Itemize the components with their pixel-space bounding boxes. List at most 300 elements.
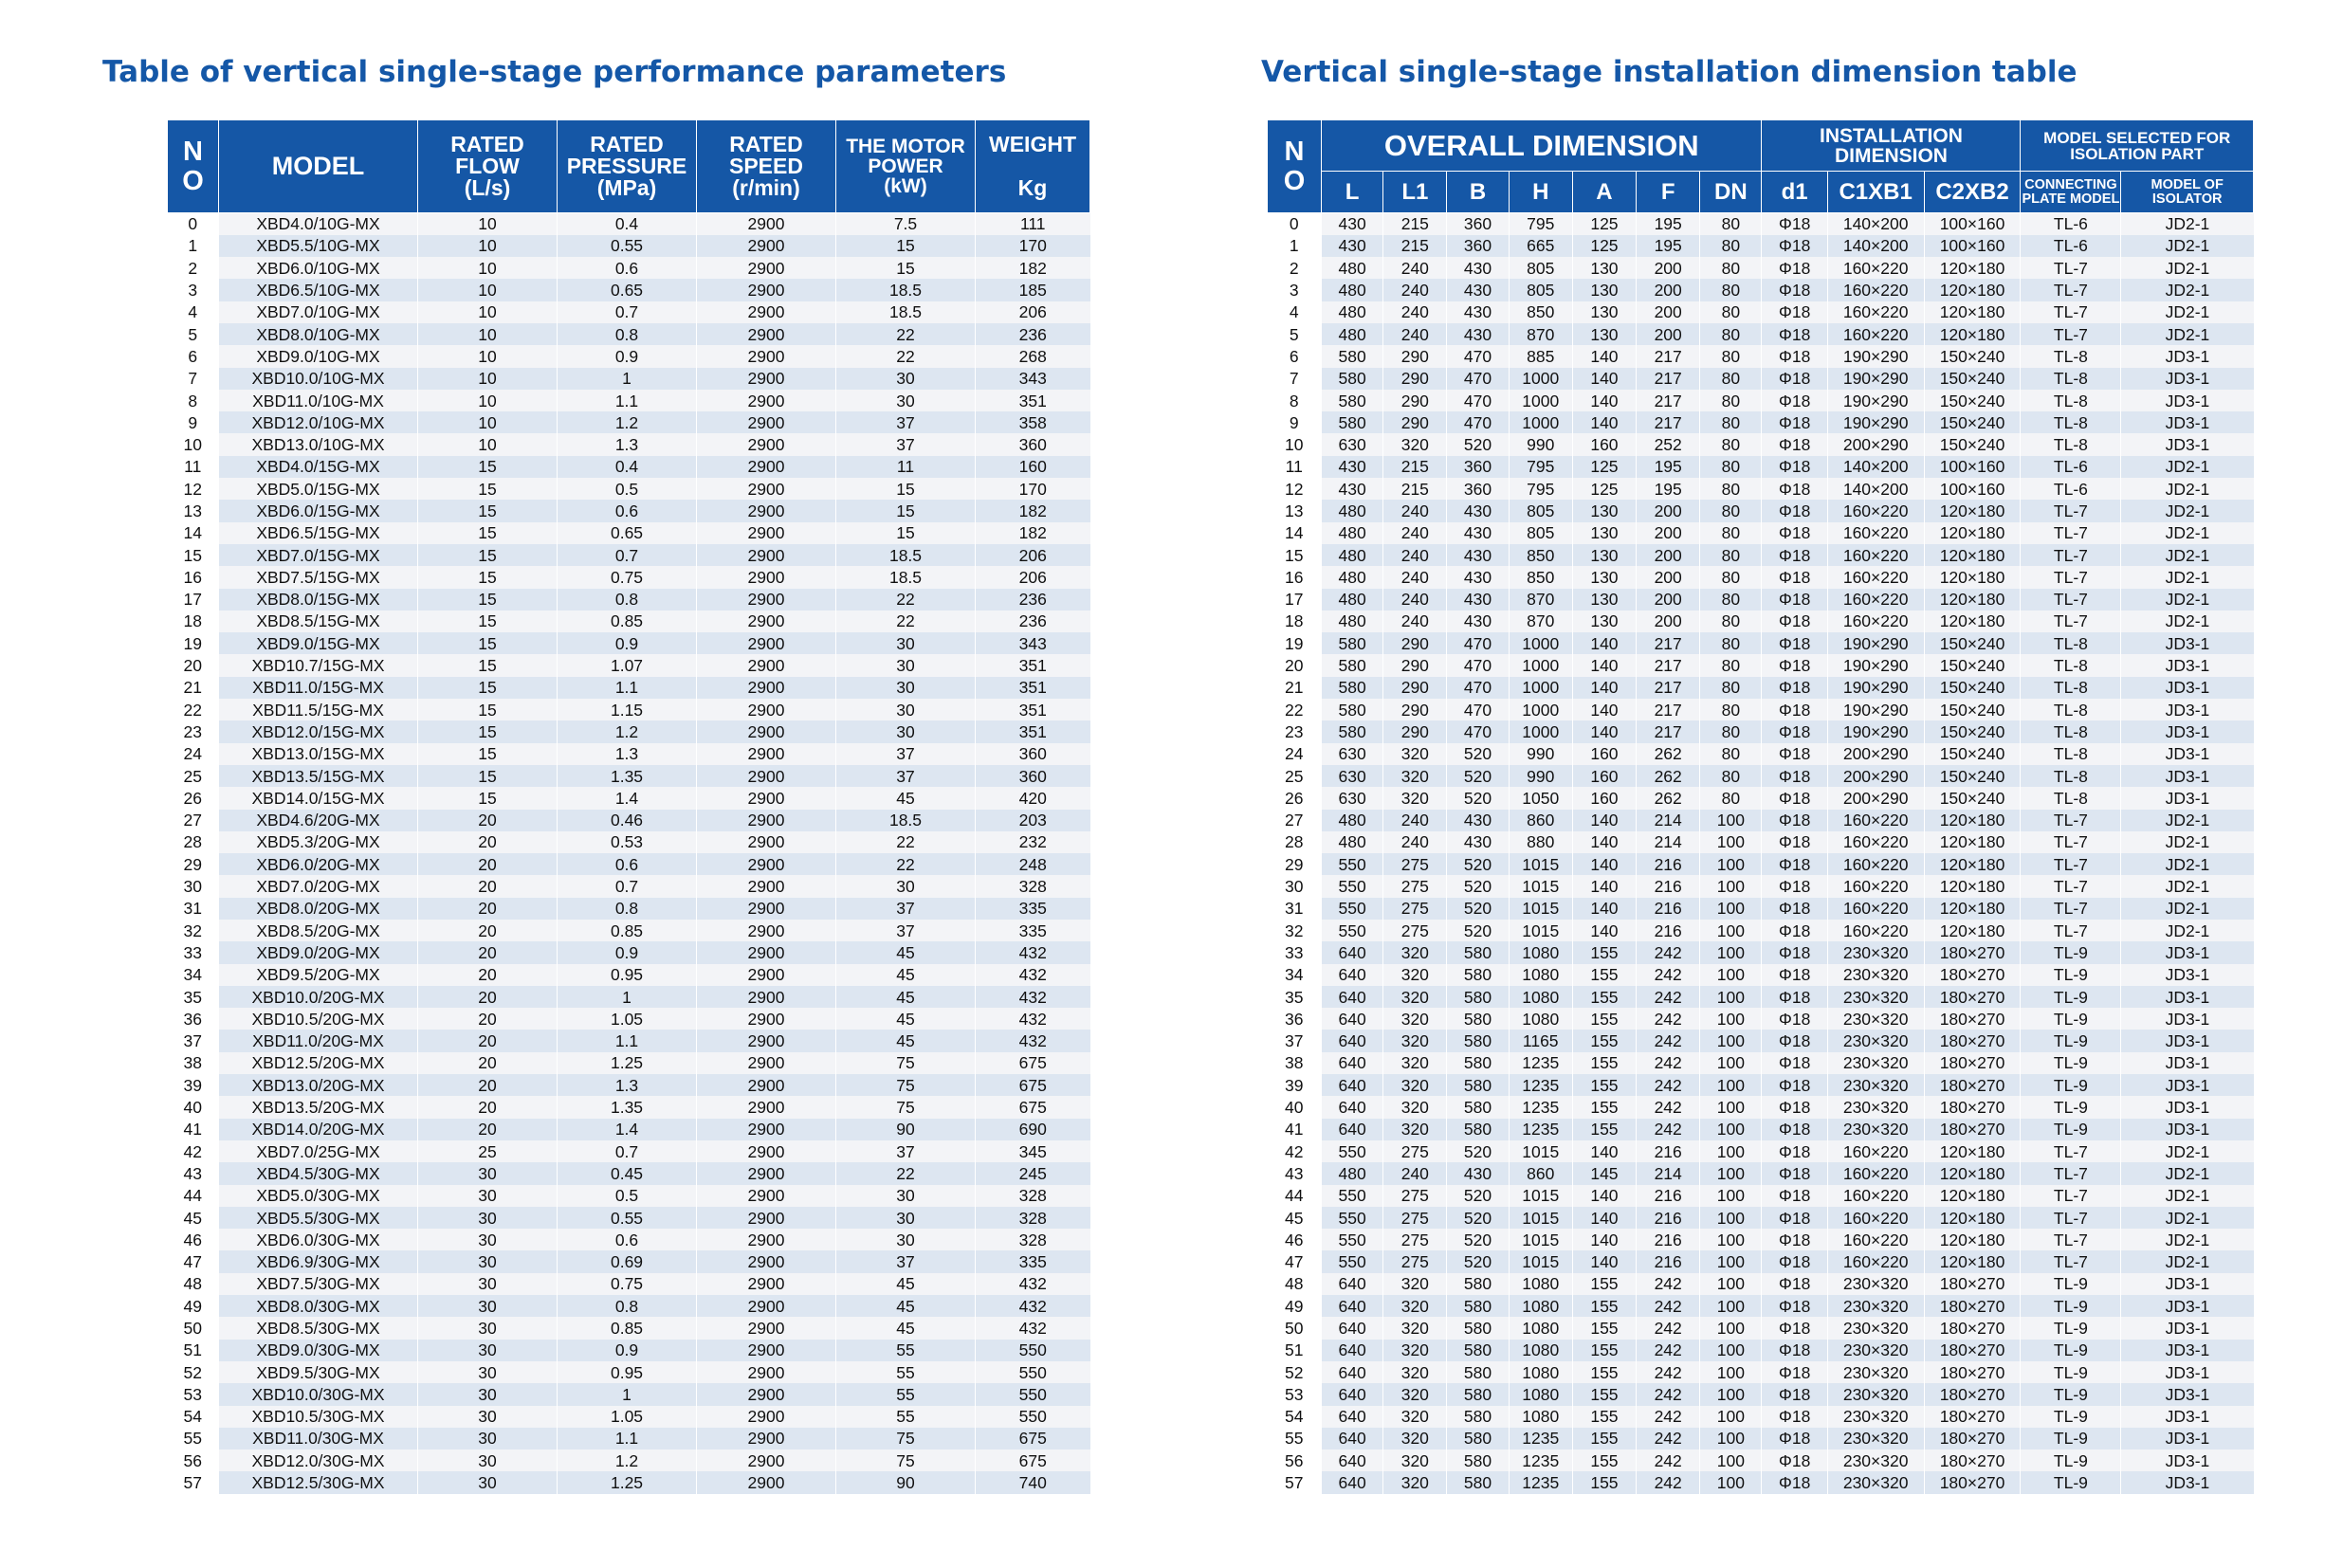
table-cell: 2900 (697, 853, 836, 875)
table-cell: 160×220 (1827, 301, 1924, 323)
table-cell: 230×320 (1827, 1273, 1924, 1295)
table-cell: 1015 (1509, 1250, 1572, 1272)
table-cell: 195 (1637, 235, 1700, 257)
table-cell: 100 (1700, 1317, 1762, 1339)
table-cell: Φ18 (1762, 589, 1827, 611)
table-row (168, 1074, 1090, 1096)
table-cell: 850 (1509, 566, 1572, 588)
table-cell: 2900 (697, 699, 836, 720)
table-cell: 740 (976, 1471, 1090, 1493)
table-cell: 0.8 (558, 1295, 697, 1317)
table-cell: Φ18 (1762, 345, 1827, 367)
table-cell: 242 (1637, 1340, 1700, 1361)
table-cell: 15 (418, 500, 558, 521)
table-cell: 30 (836, 720, 976, 742)
table-cell: XBD12.0/15G-MX (219, 720, 418, 742)
table-row (168, 1096, 1090, 1118)
row-number: 37 (1268, 1030, 1322, 1051)
table-cell: 580 (1322, 720, 1383, 742)
table-cell: 200 (1637, 500, 1700, 521)
row-number: 6 (1268, 345, 1322, 367)
table-cell: 580 (1322, 632, 1383, 654)
table-cell: TL-8 (2021, 368, 2121, 390)
table-cell: JD3-1 (2121, 1406, 2254, 1428)
table-cell: 520 (1447, 1140, 1509, 1162)
table-cell: 480 (1322, 1162, 1383, 1184)
row-number: 50 (168, 1317, 219, 1339)
row-number: 41 (1268, 1119, 1322, 1140)
table-cell: 0.7 (558, 875, 697, 897)
table-cell: 2900 (697, 433, 836, 455)
table-cell: 520 (1447, 875, 1509, 897)
table-cell: 1.2 (558, 1449, 697, 1471)
row-number: 14 (168, 522, 219, 544)
table-row (168, 456, 1090, 478)
row-number: 13 (1268, 500, 1322, 521)
row-number: 44 (168, 1185, 219, 1207)
table-cell: 1 (558, 1383, 697, 1405)
table-cell: 2900 (697, 1406, 836, 1428)
table-cell: 0.6 (558, 500, 697, 521)
row-number: 8 (1268, 390, 1322, 411)
table-row (168, 1229, 1090, 1250)
table-cell: 240 (1383, 831, 1447, 853)
table-cell: 275 (1383, 1185, 1447, 1207)
table-row (1268, 411, 2254, 433)
table-cell: 2900 (697, 898, 836, 920)
table-cell: 190×290 (1827, 411, 1924, 433)
table-cell: JD2-1 (2121, 301, 2254, 323)
table-cell: 320 (1383, 743, 1447, 765)
table-cell: 520 (1447, 920, 1509, 941)
table-cell: 160 (1572, 743, 1636, 765)
table-cell: 15 (836, 257, 976, 279)
table-cell: 640 (1322, 1317, 1383, 1339)
table-cell: 242 (1637, 1471, 1700, 1493)
table-cell: 55 (836, 1340, 976, 1361)
table-cell: 140 (1572, 898, 1636, 920)
table-cell: 320 (1383, 1317, 1447, 1339)
table-cell: 0.45 (558, 1162, 697, 1184)
table-row (1268, 1383, 2254, 1405)
table-cell: 640 (1322, 1406, 1383, 1428)
table-cell: 343 (976, 632, 1090, 654)
table-cell: 550 (976, 1406, 1090, 1428)
table-cell: 320 (1383, 433, 1447, 455)
table-cell: 805 (1509, 257, 1572, 279)
table-cell: 180×270 (1924, 1030, 2021, 1051)
table-cell: 160×220 (1827, 1229, 1924, 1250)
table-cell: 15 (418, 787, 558, 809)
table-cell: 155 (1572, 1449, 1636, 1471)
table-row (168, 1295, 1090, 1317)
table-cell: JD2-1 (2121, 898, 2254, 920)
table-cell: Φ18 (1762, 920, 1827, 941)
table-cell: 520 (1447, 1207, 1509, 1229)
table-cell: XBD13.5/15G-MX (219, 765, 418, 787)
table-cell: 0.85 (558, 611, 697, 632)
table-cell: JD2-1 (2121, 566, 2254, 588)
table-cell: 140 (1572, 368, 1636, 390)
table-cell: 520 (1447, 853, 1509, 875)
table-cell: 520 (1447, 433, 1509, 455)
table-cell: 432 (976, 964, 1090, 986)
table-cell: 230×320 (1827, 1295, 1924, 1317)
table-cell: 140 (1572, 1250, 1636, 1272)
table-cell: 2900 (697, 831, 836, 853)
table-cell: 120×180 (1924, 875, 2021, 897)
table-cell: 360 (1447, 213, 1509, 235)
table-cell: 240 (1383, 500, 1447, 521)
table-cell: 140 (1572, 1185, 1636, 1207)
table-cell: 80 (1700, 677, 1762, 699)
table-cell: TL-6 (2021, 456, 2121, 478)
table-cell: JD3-1 (2121, 1273, 2254, 1295)
table-row (168, 1052, 1090, 1074)
table-cell: 140×200 (1827, 478, 1924, 500)
table-cell: 2900 (697, 677, 836, 699)
table-cell: 580 (1447, 1295, 1509, 1317)
table-cell: Φ18 (1762, 323, 1827, 345)
table-cell: 242 (1637, 1096, 1700, 1118)
row-number: 23 (1268, 720, 1322, 742)
table-cell: JD2-1 (2121, 1185, 2254, 1207)
performance-header-row (168, 120, 1090, 213)
table-cell: TL-9 (2021, 1428, 2121, 1449)
row-number: 53 (1268, 1383, 1322, 1405)
table-cell: 80 (1700, 500, 1762, 521)
table-cell: 100 (1700, 1008, 1762, 1030)
table-cell: 430 (1322, 456, 1383, 478)
table-cell: 215 (1383, 235, 1447, 257)
table-cell: Φ18 (1762, 1449, 1827, 1471)
table-cell: 200×290 (1827, 433, 1924, 455)
row-number: 50 (1268, 1317, 1322, 1339)
table-cell: 240 (1383, 522, 1447, 544)
table-cell: XBD11.0/10G-MX (219, 390, 418, 411)
table-cell: TL-8 (2021, 345, 2121, 367)
header-l1: L1 (1383, 172, 1447, 213)
header-motor-power: THE MOTOR POWER (kW) (836, 120, 976, 213)
table-row (168, 654, 1090, 676)
table-cell: 100 (1700, 1383, 1762, 1405)
table-row (1268, 1008, 2254, 1030)
row-number: 24 (1268, 743, 1322, 765)
dimension-table-body (1268, 213, 2254, 1494)
table-cell: 80 (1700, 478, 1762, 500)
dimension-table-title: Vertical single-stage installation dimension table (1261, 55, 2078, 89)
table-cell: Φ18 (1762, 1250, 1827, 1272)
table-cell: 1080 (1509, 986, 1572, 1008)
table-cell: TL-9 (2021, 1317, 2121, 1339)
table-cell: TL-8 (2021, 433, 2121, 455)
table-cell: 200 (1637, 522, 1700, 544)
table-cell: 140 (1572, 1140, 1636, 1162)
table-cell: 335 (976, 1250, 1090, 1272)
row-number: 16 (168, 566, 219, 588)
table-row (168, 433, 1090, 455)
table-cell: Φ18 (1762, 566, 1827, 588)
table-cell: 20 (418, 1074, 558, 1096)
table-cell: 160×220 (1827, 1162, 1924, 1184)
table-cell: 25 (418, 1140, 558, 1162)
table-cell: 480 (1322, 611, 1383, 632)
table-cell: 275 (1383, 1229, 1447, 1250)
row-number: 10 (168, 433, 219, 455)
table-cell: 100 (1700, 1340, 1762, 1361)
table-cell: XBD13.0/15G-MX (219, 743, 418, 765)
table-cell: 120×180 (1924, 853, 2021, 875)
table-cell: 275 (1383, 898, 1447, 920)
table-cell: 990 (1509, 765, 1572, 787)
table-cell: TL-7 (2021, 589, 2121, 611)
table-cell: 190×290 (1827, 632, 1924, 654)
table-cell: 0.8 (558, 898, 697, 920)
table-cell: 550 (1322, 920, 1383, 941)
table-row (1268, 1140, 2254, 1162)
table-cell: 580 (1447, 964, 1509, 986)
table-cell: 320 (1383, 1119, 1447, 1140)
table-cell: 217 (1637, 368, 1700, 390)
table-cell: JD3-1 (2121, 345, 2254, 367)
table-cell: XBD8.0/10G-MX (219, 323, 418, 345)
table-cell: 80 (1700, 699, 1762, 720)
table-cell: TL-7 (2021, 1250, 2121, 1272)
table-cell: 2900 (697, 257, 836, 279)
table-cell: 20 (418, 1119, 558, 1140)
table-cell: 275 (1383, 1207, 1447, 1229)
row-number: 25 (168, 765, 219, 787)
table-cell: 328 (976, 1207, 1090, 1229)
table-cell: TL-7 (2021, 544, 2121, 566)
table-cell: XBD6.0/10G-MX (219, 257, 418, 279)
row-number: 25 (1268, 765, 1322, 787)
table-cell: Φ18 (1762, 898, 1827, 920)
table-cell: JD3-1 (2121, 368, 2254, 390)
table-cell: 1.1 (558, 1030, 697, 1051)
table-row (1268, 1074, 2254, 1096)
table-cell: JD2-1 (2121, 522, 2254, 544)
table-cell: 351 (976, 720, 1090, 742)
table-cell: Φ18 (1762, 875, 1827, 897)
row-number: 26 (168, 787, 219, 809)
table-cell: 130 (1572, 323, 1636, 345)
table-cell: 15 (418, 720, 558, 742)
table-cell: 120×180 (1924, 1250, 2021, 1272)
header-a: A (1572, 172, 1636, 213)
table-cell: Φ18 (1762, 1185, 1827, 1207)
table-cell: 262 (1637, 743, 1700, 765)
table-cell: 160 (1572, 765, 1636, 787)
table-cell: JD3-1 (2121, 1428, 2254, 1449)
table-cell: XBD11.0/30G-MX (219, 1428, 418, 1449)
header-model: MODEL (219, 120, 418, 213)
table-cell: 1080 (1509, 1317, 1572, 1339)
table-cell: 290 (1383, 699, 1447, 720)
table-cell: TL-7 (2021, 522, 2121, 544)
table-cell: 2900 (697, 611, 836, 632)
table-cell: 880 (1509, 831, 1572, 853)
table-cell: 360 (976, 765, 1090, 787)
table-row (168, 368, 1090, 390)
table-cell: 100 (1700, 898, 1762, 920)
table-cell: XBD11.0/15G-MX (219, 677, 418, 699)
row-number: 3 (1268, 279, 1322, 301)
table-cell: 520 (1447, 787, 1509, 809)
table-row (1268, 1428, 2254, 1449)
header-c2xb2: C2XB2 (1924, 172, 2021, 213)
table-cell: 640 (1322, 1340, 1383, 1361)
row-number: 30 (168, 875, 219, 897)
table-cell: 860 (1509, 1162, 1572, 1184)
table-cell: 2900 (697, 456, 836, 478)
table-cell: 290 (1383, 677, 1447, 699)
table-cell: 150×240 (1924, 433, 2021, 455)
table-cell: JD2-1 (2121, 810, 2254, 831)
table-cell: 160×220 (1827, 257, 1924, 279)
row-number: 33 (1268, 941, 1322, 963)
table-row (1268, 743, 2254, 765)
table-cell: TL-9 (2021, 1471, 2121, 1493)
table-cell: JD2-1 (2121, 544, 2254, 566)
table-row (1268, 1317, 2254, 1339)
table-cell: XBD5.0/15G-MX (219, 478, 418, 500)
table-cell: 665 (1509, 235, 1572, 257)
table-cell: 15 (836, 235, 976, 257)
table-cell: 45 (836, 941, 976, 963)
table-cell: 1.1 (558, 677, 697, 699)
table-cell: 100 (1700, 1052, 1762, 1074)
table-cell: 15 (418, 611, 558, 632)
table-cell: 1.07 (558, 654, 697, 676)
table-cell: 30 (418, 1229, 558, 1250)
table-cell: 155 (1572, 1383, 1636, 1405)
table-cell: 22 (836, 831, 976, 853)
table-cell: 430 (1447, 301, 1509, 323)
table-cell: 230×320 (1827, 1074, 1924, 1096)
table-cell: 30 (418, 1185, 558, 1207)
table-cell: 1080 (1509, 1383, 1572, 1405)
table-cell: TL-7 (2021, 810, 2121, 831)
table-cell: 236 (976, 589, 1090, 611)
table-cell: 0.6 (558, 257, 697, 279)
row-number: 14 (1268, 522, 1322, 544)
table-cell: 180×270 (1924, 1317, 2021, 1339)
table-row (168, 720, 1090, 742)
table-cell: 200 (1637, 611, 1700, 632)
table-cell: 155 (1572, 1295, 1636, 1317)
table-cell: Φ18 (1762, 1406, 1827, 1428)
table-cell: XBD6.0/30G-MX (219, 1229, 418, 1250)
table-cell: 100×160 (1924, 235, 2021, 257)
table-cell: 155 (1572, 1317, 1636, 1339)
table-cell: 140 (1572, 831, 1636, 853)
table-cell: 120×180 (1924, 810, 2021, 831)
table-cell: 580 (1447, 1052, 1509, 1074)
table-cell: 75 (836, 1449, 976, 1471)
table-cell: 290 (1383, 368, 1447, 390)
table-cell: TL-9 (2021, 1340, 2121, 1361)
table-row (168, 765, 1090, 787)
row-number: 15 (1268, 544, 1322, 566)
row-number: 40 (1268, 1096, 1322, 1118)
table-cell: 18.5 (836, 279, 976, 301)
table-cell: Φ18 (1762, 1207, 1827, 1229)
table-cell: XBD7.5/15G-MX (219, 566, 418, 588)
table-cell: 248 (976, 853, 1090, 875)
table-cell: Φ18 (1762, 1140, 1827, 1162)
table-cell: 190×290 (1827, 699, 1924, 720)
table-cell: 214 (1637, 810, 1700, 831)
table-cell: 430 (1447, 544, 1509, 566)
table-cell: 520 (1447, 765, 1509, 787)
table-cell: TL-9 (2021, 986, 2121, 1008)
table-cell: Φ18 (1762, 1096, 1827, 1118)
row-number: 17 (1268, 589, 1322, 611)
table-cell: 470 (1447, 632, 1509, 654)
table-cell: 215 (1383, 478, 1447, 500)
row-number: 2 (1268, 257, 1322, 279)
table-cell: 0.7 (558, 301, 697, 323)
table-cell: JD3-1 (2121, 964, 2254, 986)
row-number: 40 (168, 1096, 219, 1118)
table-cell: 1235 (1509, 1096, 1572, 1118)
table-cell: JD2-1 (2121, 323, 2254, 345)
table-cell: 37 (836, 1250, 976, 1272)
table-cell: 130 (1572, 589, 1636, 611)
table-cell: 550 (976, 1383, 1090, 1405)
table-cell: 2900 (697, 589, 836, 611)
table-cell: 15 (836, 500, 976, 521)
table-cell: 2900 (697, 964, 836, 986)
row-number: 51 (1268, 1340, 1322, 1361)
table-row (1268, 920, 2254, 941)
table-cell: TL-7 (2021, 875, 2121, 897)
table-row (1268, 1295, 2254, 1317)
table-row (1268, 433, 2254, 455)
table-cell: 640 (1322, 1428, 1383, 1449)
table-row (1268, 611, 2254, 632)
table-cell: 1080 (1509, 1340, 1572, 1361)
table-cell: 1.05 (558, 1008, 697, 1030)
table-row (1268, 898, 2254, 920)
table-row (1268, 1273, 2254, 1295)
table-cell: 360 (1447, 456, 1509, 478)
table-cell: 130 (1572, 279, 1636, 301)
row-number: 8 (168, 390, 219, 411)
row-number: 57 (1268, 1471, 1322, 1493)
table-cell: 520 (1447, 1229, 1509, 1250)
table-cell: 360 (976, 433, 1090, 455)
table-cell: 30 (836, 654, 976, 676)
table-row (168, 1119, 1090, 1140)
table-cell: 795 (1509, 456, 1572, 478)
table-cell: 1000 (1509, 654, 1572, 676)
table-cell: 470 (1447, 699, 1509, 720)
table-cell: 2900 (697, 1383, 836, 1405)
table-cell: Φ18 (1762, 522, 1827, 544)
table-cell: 1235 (1509, 1119, 1572, 1140)
table-cell: 1015 (1509, 1185, 1572, 1207)
table-cell: 217 (1637, 699, 1700, 720)
table-cell: 217 (1637, 345, 1700, 367)
table-cell: 30 (836, 1229, 976, 1250)
table-row (168, 566, 1090, 588)
table-cell: 2900 (697, 323, 836, 345)
table-cell: XBD13.0/20G-MX (219, 1074, 418, 1096)
table-cell: 155 (1572, 1471, 1636, 1493)
table-cell: 860 (1509, 810, 1572, 831)
